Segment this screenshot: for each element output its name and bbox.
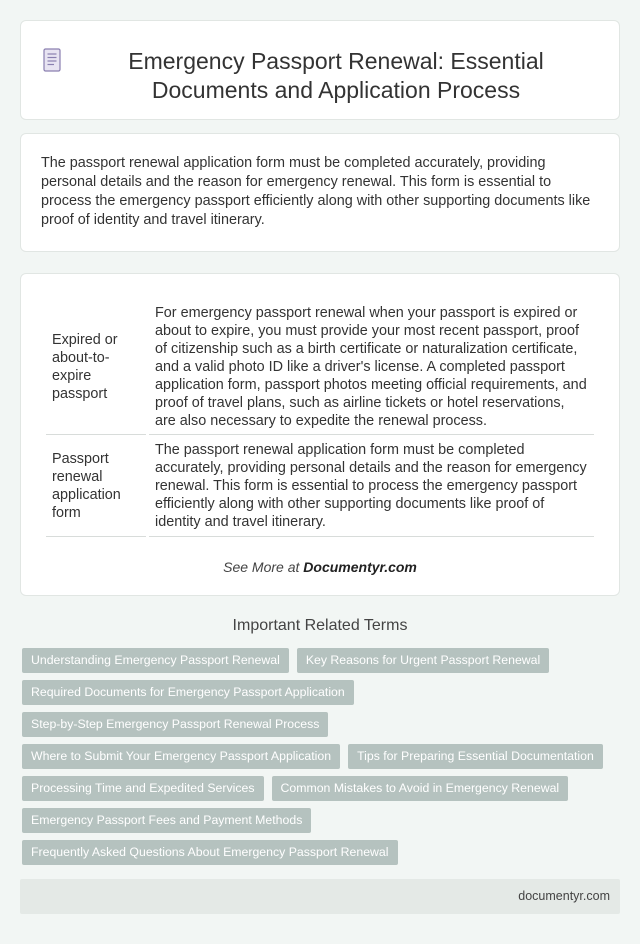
title-card	[20, 20, 620, 120]
term-cell: Expired or about-to-expire passport	[46, 300, 146, 435]
see-more-link[interactable]: Documentyr.com	[303, 559, 417, 575]
document-icon	[41, 47, 63, 78]
tag-row	[22, 648, 622, 680]
related-term-tag[interactable]: Common Mistakes to Avoid in Emergency Renewal	[272, 776, 569, 801]
term-cell: Passport renewal application form	[46, 435, 146, 537]
related-term-tag[interactable]: Step-by-Step Emergency Passport Renewal Process	[22, 712, 328, 737]
title-wrap	[21, 21, 619, 105]
tag-row	[22, 680, 622, 712]
related-term-tag[interactable]: Tips for Preparing Essential Documentation	[348, 744, 603, 769]
related-term-tag[interactable]: Frequently Asked Questions About Emergency Passport Renewal	[22, 840, 398, 865]
footer	[20, 879, 620, 914]
see-more-prefix: See More at	[223, 559, 304, 575]
summary-text: The passport renewal application form must be completed accurately, providing personal details and the reason for emergency renewal. This form is essential to process the emergency passport efficiently along with other supporting documents like proof of identity and travel itinerary.	[41, 155, 591, 228]
tag-row	[22, 808, 622, 840]
related-term-tag[interactable]: Processing Time and Expedited Services	[22, 776, 264, 801]
summary-card	[20, 133, 620, 252]
related-term-tag[interactable]: Key Reasons for Urgent Passport Renewal	[297, 648, 549, 673]
related-terms-heading: Important Related Terms	[232, 617, 408, 634]
footer-site-link[interactable]: documentyr.com	[518, 889, 610, 903]
definitions-table	[43, 300, 597, 537]
see-more-line	[43, 559, 597, 575]
page-title: Emergency Passport Renewal: Essential Documents and Application Process	[128, 48, 544, 103]
tag-row	[22, 712, 622, 744]
related-term-tag[interactable]: Emergency Passport Fees and Payment Methods	[22, 808, 311, 833]
related-term-tag[interactable]: Understanding Emergency Passport Renewal	[22, 648, 289, 673]
table-row	[46, 435, 594, 537]
tag-row	[22, 776, 622, 808]
tag-row	[22, 840, 622, 872]
related-terms-list	[22, 648, 622, 872]
description-cell: The passport renewal application form must be completed accurately, providing personal details and the reason for emergency renewal. This form is essential to process the emergency passport efficiently along with other supporting documents like proof of identity and travel itinerary.	[149, 435, 594, 537]
tag-row	[22, 744, 622, 776]
definitions-card	[20, 273, 620, 596]
table-row	[46, 300, 594, 435]
description-cell: For emergency passport renewal when your passport is expired or about to expire, you must provide your most recent passport, proof of citizenship such as a birth certificate or naturalization certificate, and a valid photo ID like a driver's license. A completed passport application form, passport photos meeting official requirements, and proof of travel plans, such as airline tickets or hotel reservations, are also necessary to expedite the renewal process.	[149, 300, 594, 435]
related-term-tag[interactable]: Required Documents for Emergency Passport Application	[22, 680, 354, 705]
related-term-tag[interactable]: Where to Submit Your Emergency Passport Application	[22, 744, 340, 769]
